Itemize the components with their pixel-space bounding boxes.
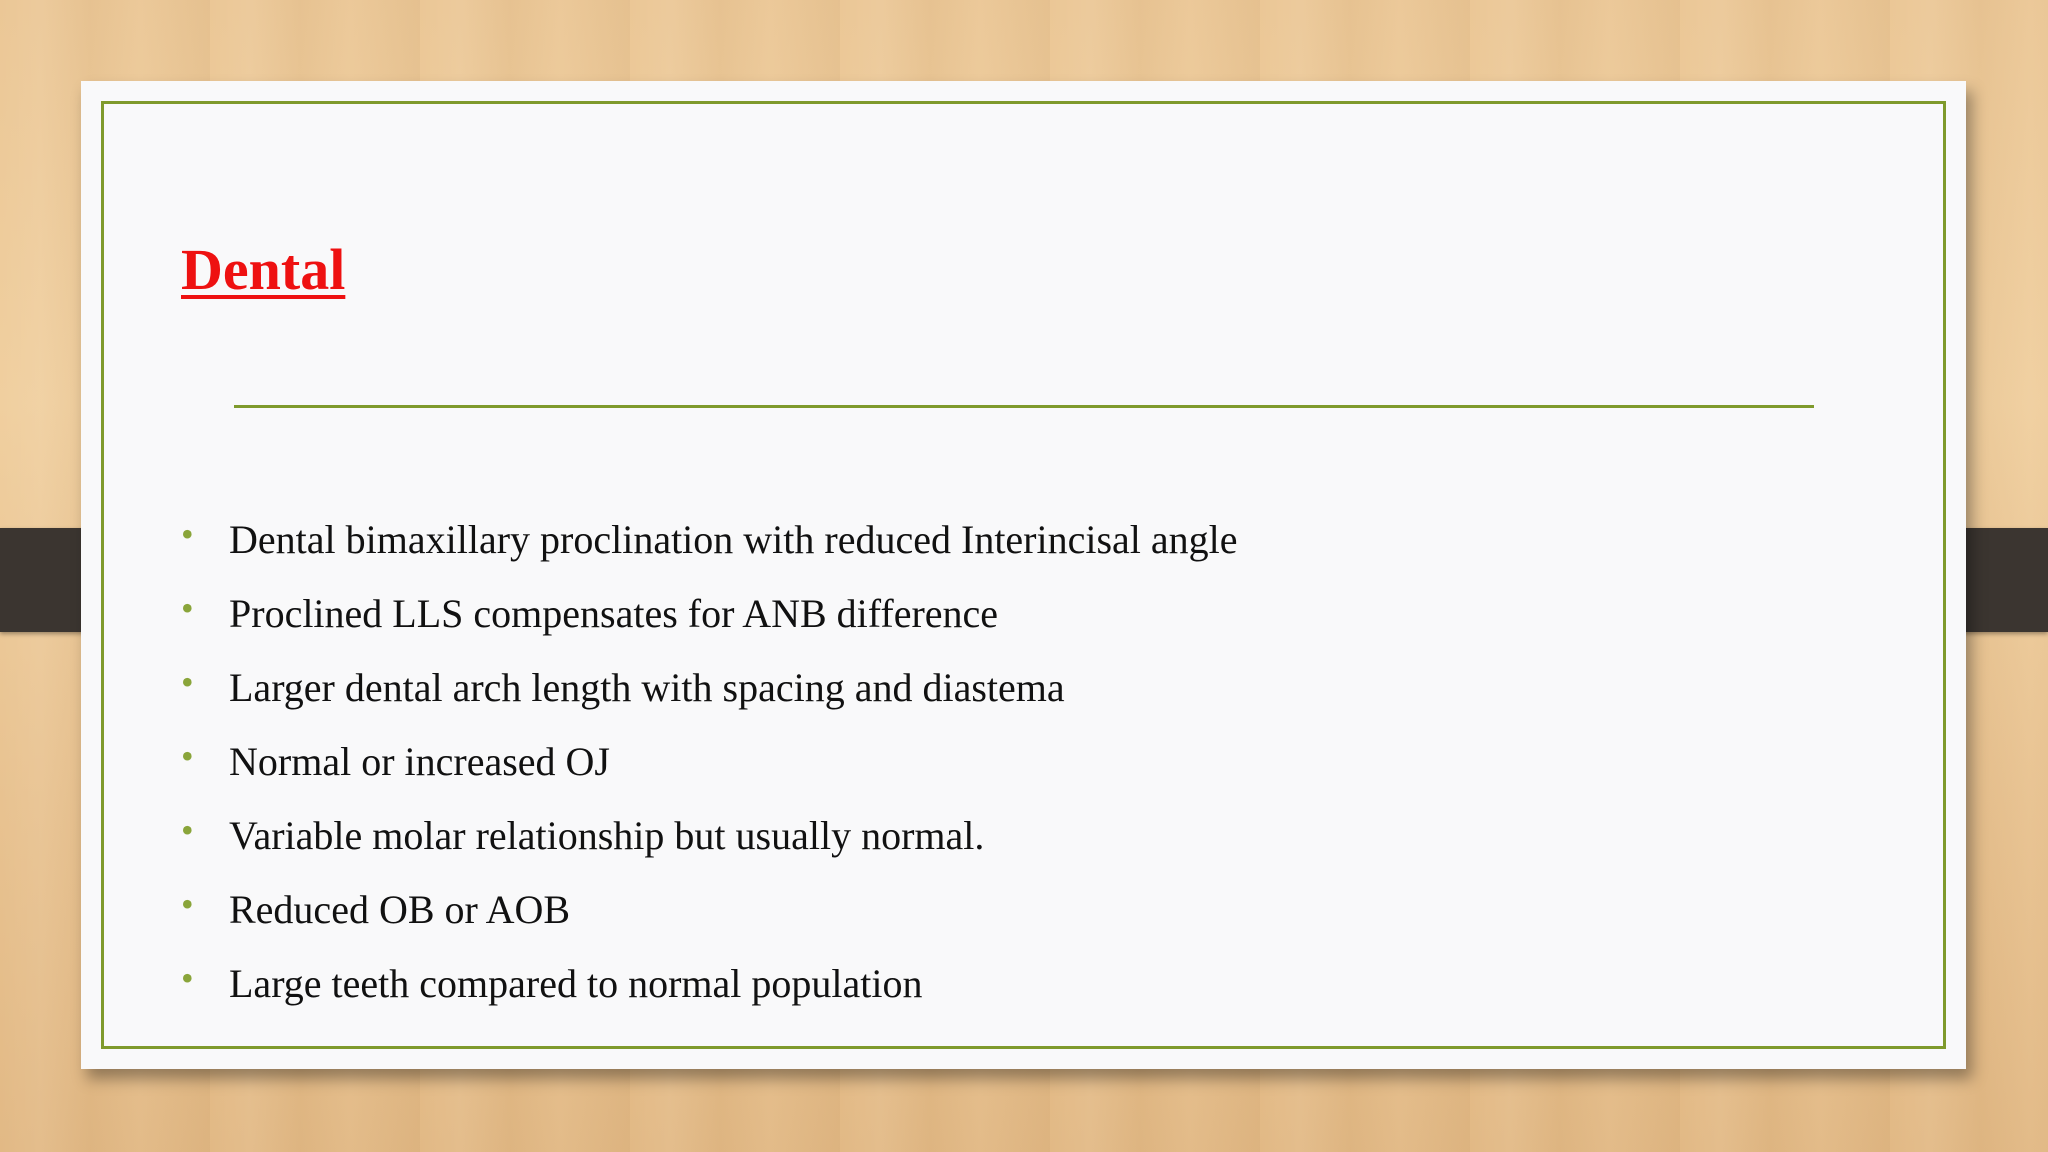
bullet-dot-icon: • (181, 514, 194, 554)
bullet-dot-icon: • (181, 736, 194, 776)
bullet-text: Larger dental arch length with spacing and diastema (229, 665, 1065, 710)
title-divider (234, 405, 1814, 408)
bullet-item (181, 873, 1238, 947)
bullet-item (181, 651, 1238, 725)
bullet-item (181, 725, 1238, 799)
bullet-dot-icon: • (181, 662, 194, 702)
bullet-item (181, 577, 1238, 651)
bullet-text: Variable molar relationship but usually normal. (229, 813, 985, 858)
bullet-dot-icon: • (181, 810, 194, 850)
bullet-text: Large teeth compared to normal population (229, 961, 923, 1006)
bullet-text: Dental bimaxillary proclination with reduced Interincisal angle (229, 517, 1238, 562)
bullet-dot-icon: • (181, 884, 194, 924)
bullet-item (181, 799, 1238, 873)
bullet-dot-icon: • (181, 588, 194, 628)
slide-card (81, 81, 1966, 1069)
bullet-text: Proclined LLS compensates for ANB difference (229, 591, 999, 636)
bullet-dot-icon: • (181, 958, 194, 998)
bullet-text: Reduced OB or AOB (229, 887, 571, 932)
slide-title: Dental (181, 237, 346, 302)
bullet-list (181, 503, 1238, 1021)
bullet-item (181, 503, 1238, 577)
bullet-text: Normal or increased OJ (229, 739, 610, 784)
bullet-item (181, 947, 1238, 1021)
